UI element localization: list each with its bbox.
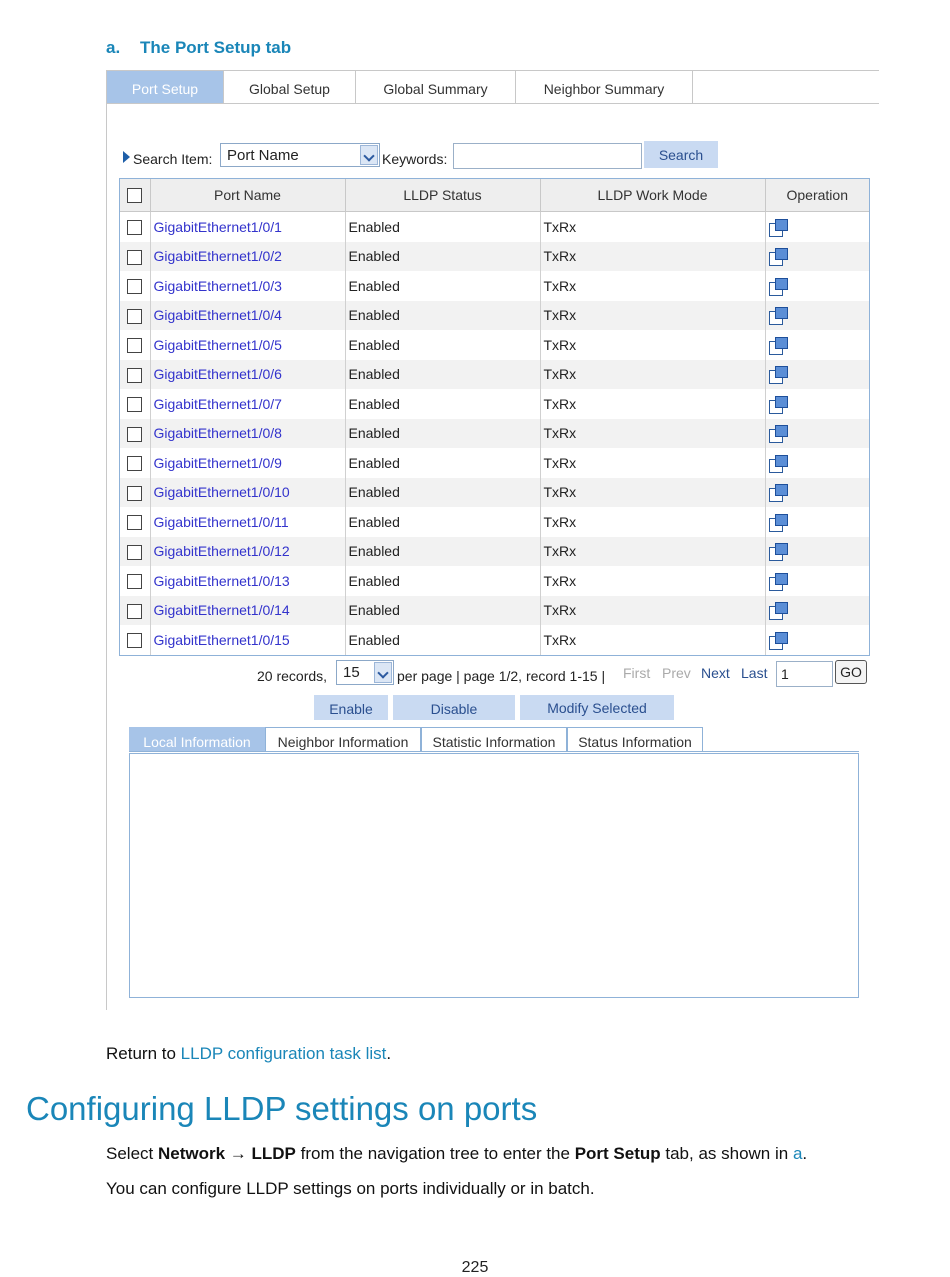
row-checkbox[interactable] [127, 338, 142, 353]
lldp-work-mode-cell: TxRx [540, 212, 765, 242]
edit-icon[interactable] [769, 278, 787, 295]
table-row [120, 242, 869, 272]
paragraph-run: Network [157, 1144, 226, 1163]
row-select-cell [120, 448, 150, 478]
select-all-checkbox[interactable] [127, 188, 142, 203]
table-row [120, 448, 869, 478]
lldp-status-cell: Enabled [345, 360, 540, 390]
lldp-status-cell: Enabled [345, 330, 540, 360]
table-row [120, 389, 869, 419]
chevron-down-icon[interactable] [374, 662, 392, 683]
info-tab-bar [129, 727, 859, 752]
next-page-link[interactable]: Next [701, 665, 730, 681]
row-select-cell [120, 625, 150, 655]
expand-arrow-icon[interactable] [123, 151, 130, 163]
lldp-status-cell: Enabled [345, 271, 540, 301]
page-number: 225 [461, 1259, 489, 1276]
page-number-input[interactable]: 1 [776, 661, 833, 687]
lldp-work-mode-cell: TxRx [540, 242, 765, 272]
per-page-select[interactable] [336, 660, 394, 685]
row-select-cell [120, 330, 150, 360]
lldp-status-cell: Enabled [345, 212, 540, 242]
figure-ref-link[interactable]: a [792, 1144, 803, 1163]
port-name-link[interactable]: GigabitEthernet1/0/9 [150, 448, 345, 478]
row-select-cell [120, 566, 150, 596]
port-name-link[interactable]: GigabitEthernet1/0/10 [150, 478, 345, 508]
caption-title: The Port Setup tab [140, 38, 292, 57]
table-row [120, 419, 869, 449]
edit-icon[interactable] [769, 307, 787, 324]
row-select-cell [120, 596, 150, 626]
table-row [120, 625, 869, 655]
operation-cell [765, 625, 869, 655]
port-name-link[interactable]: GigabitEthernet1/0/11 [150, 507, 345, 537]
edit-icon[interactable] [769, 543, 787, 560]
col-lldp-status[interactable]: LLDP Status [345, 179, 540, 212]
lldp-work-mode-cell: TxRx [540, 478, 765, 508]
edit-icon[interactable] [769, 484, 787, 501]
operation-cell [765, 566, 869, 596]
table-row [120, 212, 869, 242]
port-name-link[interactable]: GigabitEthernet1/0/15 [150, 625, 345, 655]
edit-icon[interactable] [769, 573, 787, 590]
port-name-link[interactable]: GigabitEthernet1/0/8 [150, 419, 345, 449]
operation-cell [765, 419, 869, 449]
port-name-link[interactable]: GigabitEthernet1/0/13 [150, 566, 345, 596]
row-checkbox[interactable] [127, 368, 142, 383]
first-page-link[interactable]: First [623, 665, 651, 681]
port-table [119, 178, 870, 656]
row-select-cell [120, 212, 150, 242]
row-checkbox[interactable] [127, 220, 142, 235]
port-name-link[interactable]: GigabitEthernet1/0/2 [150, 242, 345, 272]
prev-page-link[interactable]: Prev [662, 665, 691, 681]
edit-icon[interactable] [769, 602, 787, 619]
return-prefix: Return to [106, 1044, 181, 1063]
lldp-work-mode-cell: TxRx [540, 537, 765, 567]
row-checkbox[interactable] [127, 574, 142, 589]
disable-button[interactable]: Disable [393, 695, 515, 720]
lldp-status-cell: Enabled [345, 389, 540, 419]
row-select-cell [120, 242, 150, 272]
paragraph-run: tab, as shown in [660, 1144, 793, 1163]
lldp-work-mode-cell: TxRx [540, 419, 765, 449]
edit-icon[interactable] [769, 632, 787, 649]
operation-cell [765, 478, 869, 508]
lldp-status-cell: Enabled [345, 478, 540, 508]
row-select-cell [120, 360, 150, 390]
operation-cell [765, 596, 869, 626]
port-name-link[interactable]: GigabitEthernet1/0/3 [150, 271, 345, 301]
paragraph-run: from the navigation tree to enter the [295, 1144, 575, 1163]
port-name-link[interactable]: GigabitEthernet1/0/1 [150, 212, 345, 242]
search-item-label: Search Item: [133, 151, 213, 167]
table-row [120, 507, 869, 537]
tab-global-summary[interactable]: Global Summary [356, 71, 516, 103]
operation-cell [765, 271, 869, 301]
lldp-status-cell: Enabled [345, 507, 540, 537]
lldp-work-mode-cell: TxRx [540, 389, 765, 419]
port-name-link[interactable]: GigabitEthernet1/0/12 [150, 537, 345, 567]
operation-cell [765, 507, 869, 537]
table-row [120, 596, 869, 626]
search-item-select[interactable] [220, 143, 380, 167]
per-page-value: 15 [343, 664, 360, 681]
table-row [120, 566, 869, 596]
table-header-row [120, 179, 869, 212]
row-checkbox[interactable] [127, 604, 142, 619]
lldp-work-mode-cell: TxRx [540, 566, 765, 596]
table-row [120, 360, 869, 390]
port-name-link[interactable]: GigabitEthernet1/0/5 [150, 330, 345, 360]
lldp-work-mode-cell: TxRx [540, 507, 765, 537]
edit-icon[interactable] [769, 425, 787, 442]
keywords-label: Keywords: [382, 151, 448, 167]
operation-cell [765, 301, 869, 331]
row-select-cell [120, 271, 150, 301]
paragraph-run: LLDP [251, 1144, 296, 1163]
operation-cell [765, 389, 869, 419]
paragraph-run: Port Setup [574, 1144, 661, 1163]
row-checkbox[interactable] [127, 279, 142, 294]
lldp-status-cell: Enabled [345, 566, 540, 596]
table-row [120, 271, 869, 301]
screenshot-panel [106, 70, 879, 1010]
paragraph-run: . [802, 1144, 808, 1163]
port-name-link[interactable]: GigabitEthernet1/0/14 [150, 596, 345, 626]
port-name-link[interactable]: GigabitEthernet1/0/6 [150, 360, 345, 390]
tab-global-setup[interactable]: Global Setup [224, 71, 356, 103]
row-select-cell [120, 301, 150, 331]
section-heading: Configuring LLDP settings on ports [26, 1090, 538, 1127]
select-all-cell [120, 179, 150, 212]
row-checkbox[interactable] [127, 545, 142, 560]
return-suffix: . [386, 1044, 392, 1063]
tab-status-information[interactable]: Status Information [567, 727, 703, 751]
row-checkbox[interactable] [127, 250, 142, 265]
pagination-bar [107, 660, 879, 690]
table-row [120, 330, 869, 360]
edit-icon[interactable] [769, 248, 787, 265]
return-line [106, 1044, 391, 1064]
table-row [120, 478, 869, 508]
row-select-cell [120, 389, 150, 419]
operation-cell [765, 212, 869, 242]
lldp-work-mode-cell: TxRx [540, 271, 765, 301]
batch-paragraph: You can configure LLDP settings on ports individually or in batch. [106, 1179, 595, 1198]
edit-icon[interactable] [769, 366, 787, 383]
go-button[interactable]: GO [835, 660, 867, 684]
row-checkbox[interactable] [127, 427, 142, 442]
keywords-input[interactable] [453, 143, 642, 169]
information-panel [129, 753, 859, 998]
tab-statistic-information[interactable]: Statistic Information [421, 727, 567, 751]
lldp-status-cell: Enabled [345, 448, 540, 478]
modify-selected-button[interactable]: Modify Selected [520, 695, 674, 720]
search-button[interactable]: Search [644, 141, 718, 168]
chevron-down-icon[interactable] [360, 145, 378, 165]
paragraph-run: Select [106, 1144, 158, 1163]
row-checkbox[interactable] [127, 633, 142, 648]
lldp-work-mode-cell: TxRx [540, 330, 765, 360]
task-list-link[interactable]: LLDP configuration task list [180, 1044, 387, 1063]
top-tab-bar [107, 70, 879, 104]
lldp-status-cell: Enabled [345, 625, 540, 655]
operation-cell [765, 242, 869, 272]
operation-cell [765, 537, 869, 567]
figure-caption [106, 38, 291, 58]
lldp-work-mode-cell: TxRx [540, 360, 765, 390]
enable-button[interactable]: Enable [314, 695, 388, 720]
caption-letter: a. [106, 38, 121, 57]
row-checkbox[interactable] [127, 515, 142, 530]
tab-neighbor-information[interactable]: Neighbor Information [265, 727, 421, 751]
operation-cell [765, 360, 869, 390]
row-select-cell [120, 507, 150, 537]
row-select-cell [120, 537, 150, 567]
edit-icon[interactable] [769, 396, 787, 413]
lldp-work-mode-cell: TxRx [540, 596, 765, 626]
tab-neighbor-summary[interactable]: Neighbor Summary [516, 71, 693, 103]
row-checkbox[interactable] [127, 486, 142, 501]
edit-icon[interactable] [769, 514, 787, 531]
instruction-paragraph [106, 1144, 807, 1164]
col-lldp-work-mode[interactable]: LLDP Work Mode [540, 179, 765, 212]
row-select-cell [120, 419, 150, 449]
col-operation: Operation [765, 179, 869, 212]
lldp-status-cell: Enabled [345, 596, 540, 626]
lldp-status-cell: Enabled [345, 537, 540, 567]
table-row [120, 537, 869, 567]
lldp-status-cell: Enabled [345, 419, 540, 449]
tab-local-information[interactable]: Local Information [129, 727, 265, 751]
table-row [120, 301, 869, 331]
last-page-link[interactable]: Last [741, 665, 768, 681]
col-port-name[interactable]: Port Name [150, 179, 345, 212]
row-select-cell [120, 478, 150, 508]
row-checkbox[interactable] [127, 309, 142, 324]
lldp-work-mode-cell: TxRx [540, 301, 765, 331]
lldp-work-mode-cell: TxRx [540, 625, 765, 655]
lldp-status-cell: Enabled [345, 242, 540, 272]
paragraph-run: → [225, 1144, 252, 1163]
operation-cell [765, 448, 869, 478]
port-name-link[interactable]: GigabitEthernet1/0/7 [150, 389, 345, 419]
records-count: 20 records, [257, 668, 328, 684]
lldp-work-mode-cell: TxRx [540, 448, 765, 478]
page-info: per page | page 1/2, record 1-15 | [397, 668, 606, 684]
edit-icon[interactable] [769, 455, 787, 472]
tab-port-setup[interactable]: Port Setup [107, 71, 224, 103]
edit-icon[interactable] [769, 337, 787, 354]
search-item-value: Port Name [227, 147, 299, 164]
row-checkbox[interactable] [127, 397, 142, 412]
lldp-status-cell: Enabled [345, 301, 540, 331]
operation-cell [765, 330, 869, 360]
port-name-link[interactable]: GigabitEthernet1/0/4 [150, 301, 345, 331]
row-checkbox[interactable] [127, 456, 142, 471]
edit-icon[interactable] [769, 219, 787, 236]
